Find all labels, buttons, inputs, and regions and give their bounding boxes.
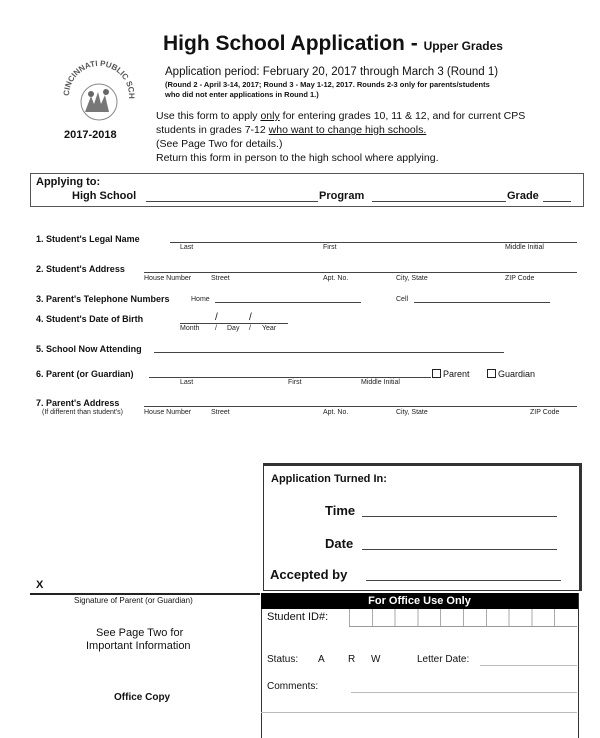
form-title: High School Application - Upper Grades: [163, 32, 503, 55]
turned-in-time-field[interactable]: [362, 516, 557, 517]
status-r[interactable]: R: [348, 654, 356, 665]
comments-field-1[interactable]: [351, 692, 577, 693]
parent-city-caption: City, State: [396, 409, 428, 416]
birth-year-caption: Year: [262, 325, 277, 332]
birth-slash-1: /: [215, 312, 218, 323]
parent-address-label: 7. Parent's Address: [36, 398, 120, 408]
birth-date-label: 4. Student's Date of Birth: [36, 314, 144, 324]
turned-in-date-label: Date: [325, 536, 354, 551]
instruction-line-3: (See Page Two for details.): [156, 138, 283, 150]
instruction-line-4: Return this form in person to the high school where applying.: [156, 152, 439, 164]
parent-house-caption: House Number: [144, 409, 192, 416]
birth-date-field[interactable]: [180, 323, 288, 324]
home-phone-caption: Home: [191, 296, 210, 303]
round-note-1: (Round 2 - April 3-14, 2017; Round 3 - May 1-12, 2017. Rounds 2-3 only for parents/students: [165, 80, 490, 89]
student-id-label: Student ID#:: [267, 611, 329, 623]
cell-phone-caption: Cell: [396, 296, 409, 303]
comments-label: Comments:: [267, 681, 319, 692]
school-logo: [55, 50, 141, 136]
address-street-caption: Street: [211, 275, 230, 282]
signature-x: X: [36, 579, 44, 591]
cell-phone-field[interactable]: [414, 302, 550, 303]
student-address-field[interactable]: [144, 272, 577, 273]
high-school-field[interactable]: [146, 201, 318, 202]
instruction-line-2: students in grades 7-12 who want to change high schools.: [156, 124, 427, 136]
grade-field[interactable]: [543, 201, 571, 202]
see-page-two-line2: Important Information: [86, 640, 191, 652]
high-school-label: High School: [72, 190, 137, 202]
home-phone-field[interactable]: [215, 302, 361, 303]
parent-street-caption: Street: [211, 409, 230, 416]
signature-field[interactable]: [30, 593, 260, 595]
see-page-two-line1: See Page Two for: [96, 627, 184, 639]
name-last-caption: Last: [180, 244, 194, 251]
office-use-header: [261, 593, 578, 609]
status-label: Status:: [267, 654, 299, 665]
status-w[interactable]: W: [371, 654, 381, 665]
school-year: 2017-2018: [64, 129, 117, 141]
parent-checkbox[interactable]: [432, 369, 470, 379]
guardian-checkbox-label: Guardian: [498, 369, 536, 379]
applying-title: Applying to:: [36, 176, 101, 188]
turned-in-time-label: Time: [325, 503, 356, 518]
student-name-field[interactable]: [170, 242, 577, 243]
parent-apt-caption: Apt. No.: [323, 409, 349, 416]
guardian-checkbox[interactable]: [487, 369, 535, 379]
turned-in-date-field[interactable]: [362, 549, 557, 550]
accepted-by-label: Accepted by: [270, 567, 348, 582]
status-a[interactable]: A: [318, 654, 325, 665]
address-apt-caption: Apt. No.: [323, 275, 349, 282]
parent-name-label: 6. Parent (or Guardian): [36, 369, 134, 379]
address-city-caption: City, State: [396, 275, 428, 282]
birth-day-caption: Day: [227, 325, 240, 332]
office-use-header-text: For Office Use Only: [368, 595, 471, 607]
round-note-2: who did not enter applications in Round 1.): [165, 90, 319, 99]
accepted-by-field[interactable]: [366, 580, 561, 581]
birth-month-caption: Month: [180, 325, 200, 332]
address-house-caption: House Number: [144, 275, 192, 282]
birth-slash-3: /: [215, 325, 217, 332]
svg-text:CINCINNATI PUBLIC SCHOOLS: CINCINNATI PUBLIC SCH: [61, 58, 137, 99]
student-id-grid[interactable]: [349, 609, 577, 627]
student-name-label: 1. Student's Legal Name: [36, 234, 140, 244]
guardian-checkbox-box[interactable]: [487, 369, 496, 378]
letter-date-field[interactable]: [480, 665, 577, 666]
school-attending-label: 5. School Now Attending: [36, 344, 142, 354]
parent-address-field[interactable]: [144, 406, 577, 407]
program-label: Program: [319, 190, 365, 202]
parent-address-note: (If different than student's): [42, 409, 123, 416]
parent-name-field[interactable]: [149, 377, 431, 378]
comments-field-2[interactable]: [261, 712, 577, 713]
name-middle-caption: Middle Initial: [505, 244, 544, 251]
parent-zip-caption: ZIP Code: [530, 409, 560, 416]
parent-last-caption: Last: [180, 379, 194, 386]
application-period: Application period: February 20, 2017 through March 3 (Round 1): [165, 66, 499, 78]
student-address-label: 2. Student's Address: [36, 264, 125, 274]
office-copy-label: Office Copy: [114, 692, 171, 703]
program-field[interactable]: [372, 201, 506, 202]
address-zip-caption: ZIP Code: [505, 275, 535, 282]
instruction-line-1: Use this form to apply only for entering grades 10, 11 & 12, and for current CPS: [156, 110, 526, 122]
signature-caption: Signature of Parent (or Guardian): [74, 596, 193, 605]
birth-slash-2: /: [249, 312, 252, 323]
letter-date-label: Letter Date:: [417, 654, 470, 665]
name-first-caption: First: [323, 244, 337, 251]
parent-middle-caption: Middle Initial: [361, 379, 400, 386]
parent-first-caption: First: [288, 379, 302, 386]
parent-checkbox-box[interactable]: [432, 369, 441, 378]
school-attending-field[interactable]: [154, 352, 504, 353]
grade-label: Grade: [507, 190, 539, 202]
parent-checkbox-label: Parent: [443, 369, 470, 379]
turned-in-title: Application Turned In:: [271, 473, 387, 485]
form-title-suffix: Upper Grades: [423, 39, 503, 53]
birth-slash-4: /: [249, 325, 251, 332]
telephone-label: 3. Parent's Telephone Numbers: [36, 294, 170, 304]
